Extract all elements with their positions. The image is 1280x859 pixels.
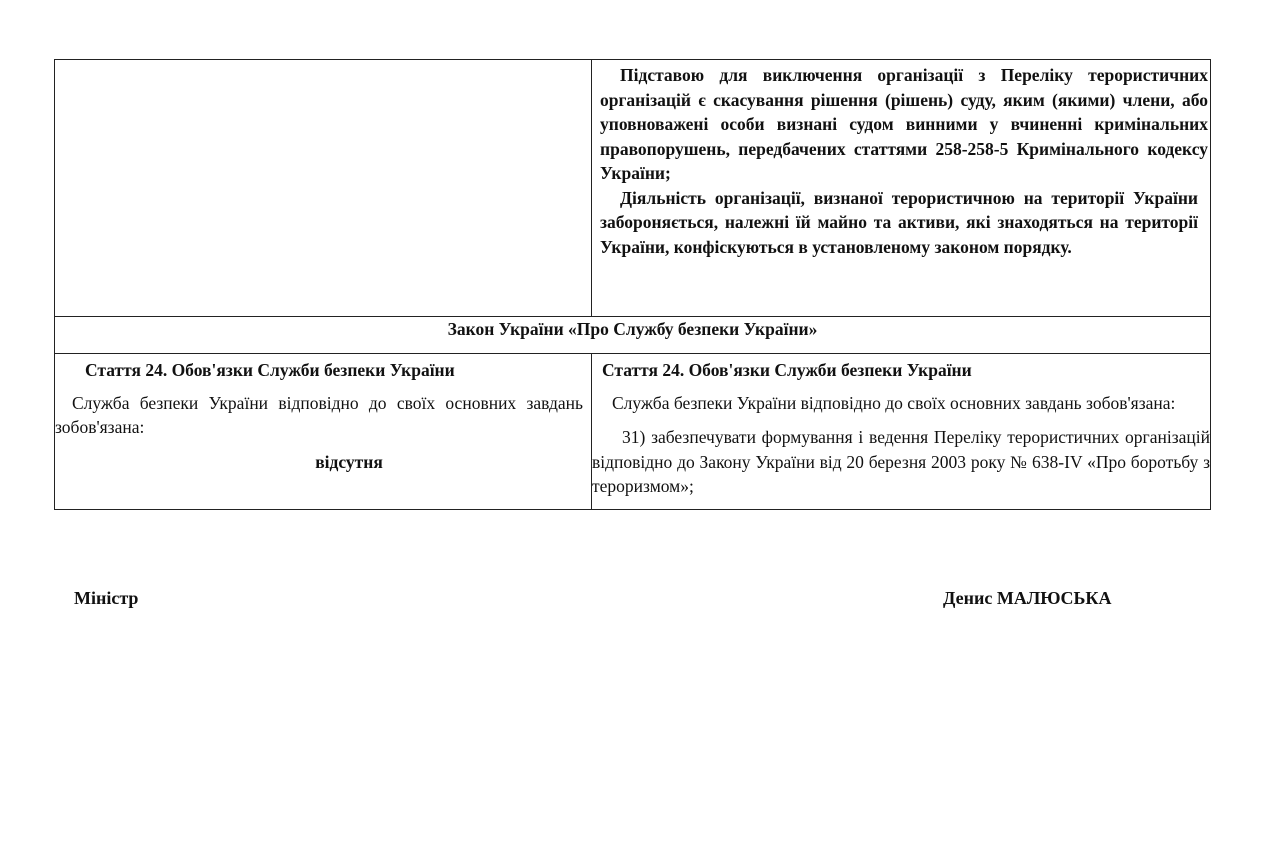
absent-label: відсутня: [315, 451, 383, 472]
article-title: Стаття 24. Обов'язки Служби безпеки України: [85, 360, 455, 380]
article-text: Служба безпеки України відповідно до своїх основних завдань зобов'язана:: [612, 392, 1176, 413]
table-row: [55, 317, 1211, 354]
article-title: Стаття 24. Обов'язки Служби безпеки України: [602, 360, 972, 380]
table-cell-proposed: [592, 354, 1211, 510]
section-heading: Закон України «Про Службу безпеки України»: [55, 317, 1211, 354]
article-item: 31) забезпечувати формування і ведення Переліку терористичних організацій відповідно до Закону України від 20 березня 2003 року № 638-IV «Про боротьбу з тероризмом»;: [592, 427, 1210, 496]
table-row: [55, 60, 1211, 317]
table-row: [55, 354, 1211, 510]
table-cell-current: [55, 354, 592, 510]
article-text: Служба безпеки України відповідно до своїх основних завдань зобов'язана:: [55, 392, 583, 437]
table-cell-proposed: [592, 60, 1211, 317]
signatory-name: Денис МАЛЮСЬКА: [943, 588, 1112, 608]
proposed-paragraph: Діяльність організації, визнаної терористичною на території України забороняється, належні їй майно та активи, які знаходяться на території України, конфіскуються в установленому законом порядку.: [600, 187, 1198, 257]
signatory-position: Міністр: [74, 588, 139, 608]
proposed-paragraph: Підставою для виключення організації з Переліку терористичних організацій є скасування рішення (рішень) суду, яким (якими) члени, або уповноважені особи визнані судом винними у вчиненні кримінальних правопорушень, передбачених статтями 258-258-5 Кримінального кодексу України;: [600, 65, 1208, 183]
comparison-table: [54, 59, 1211, 510]
table-cell-current: [55, 60, 592, 317]
